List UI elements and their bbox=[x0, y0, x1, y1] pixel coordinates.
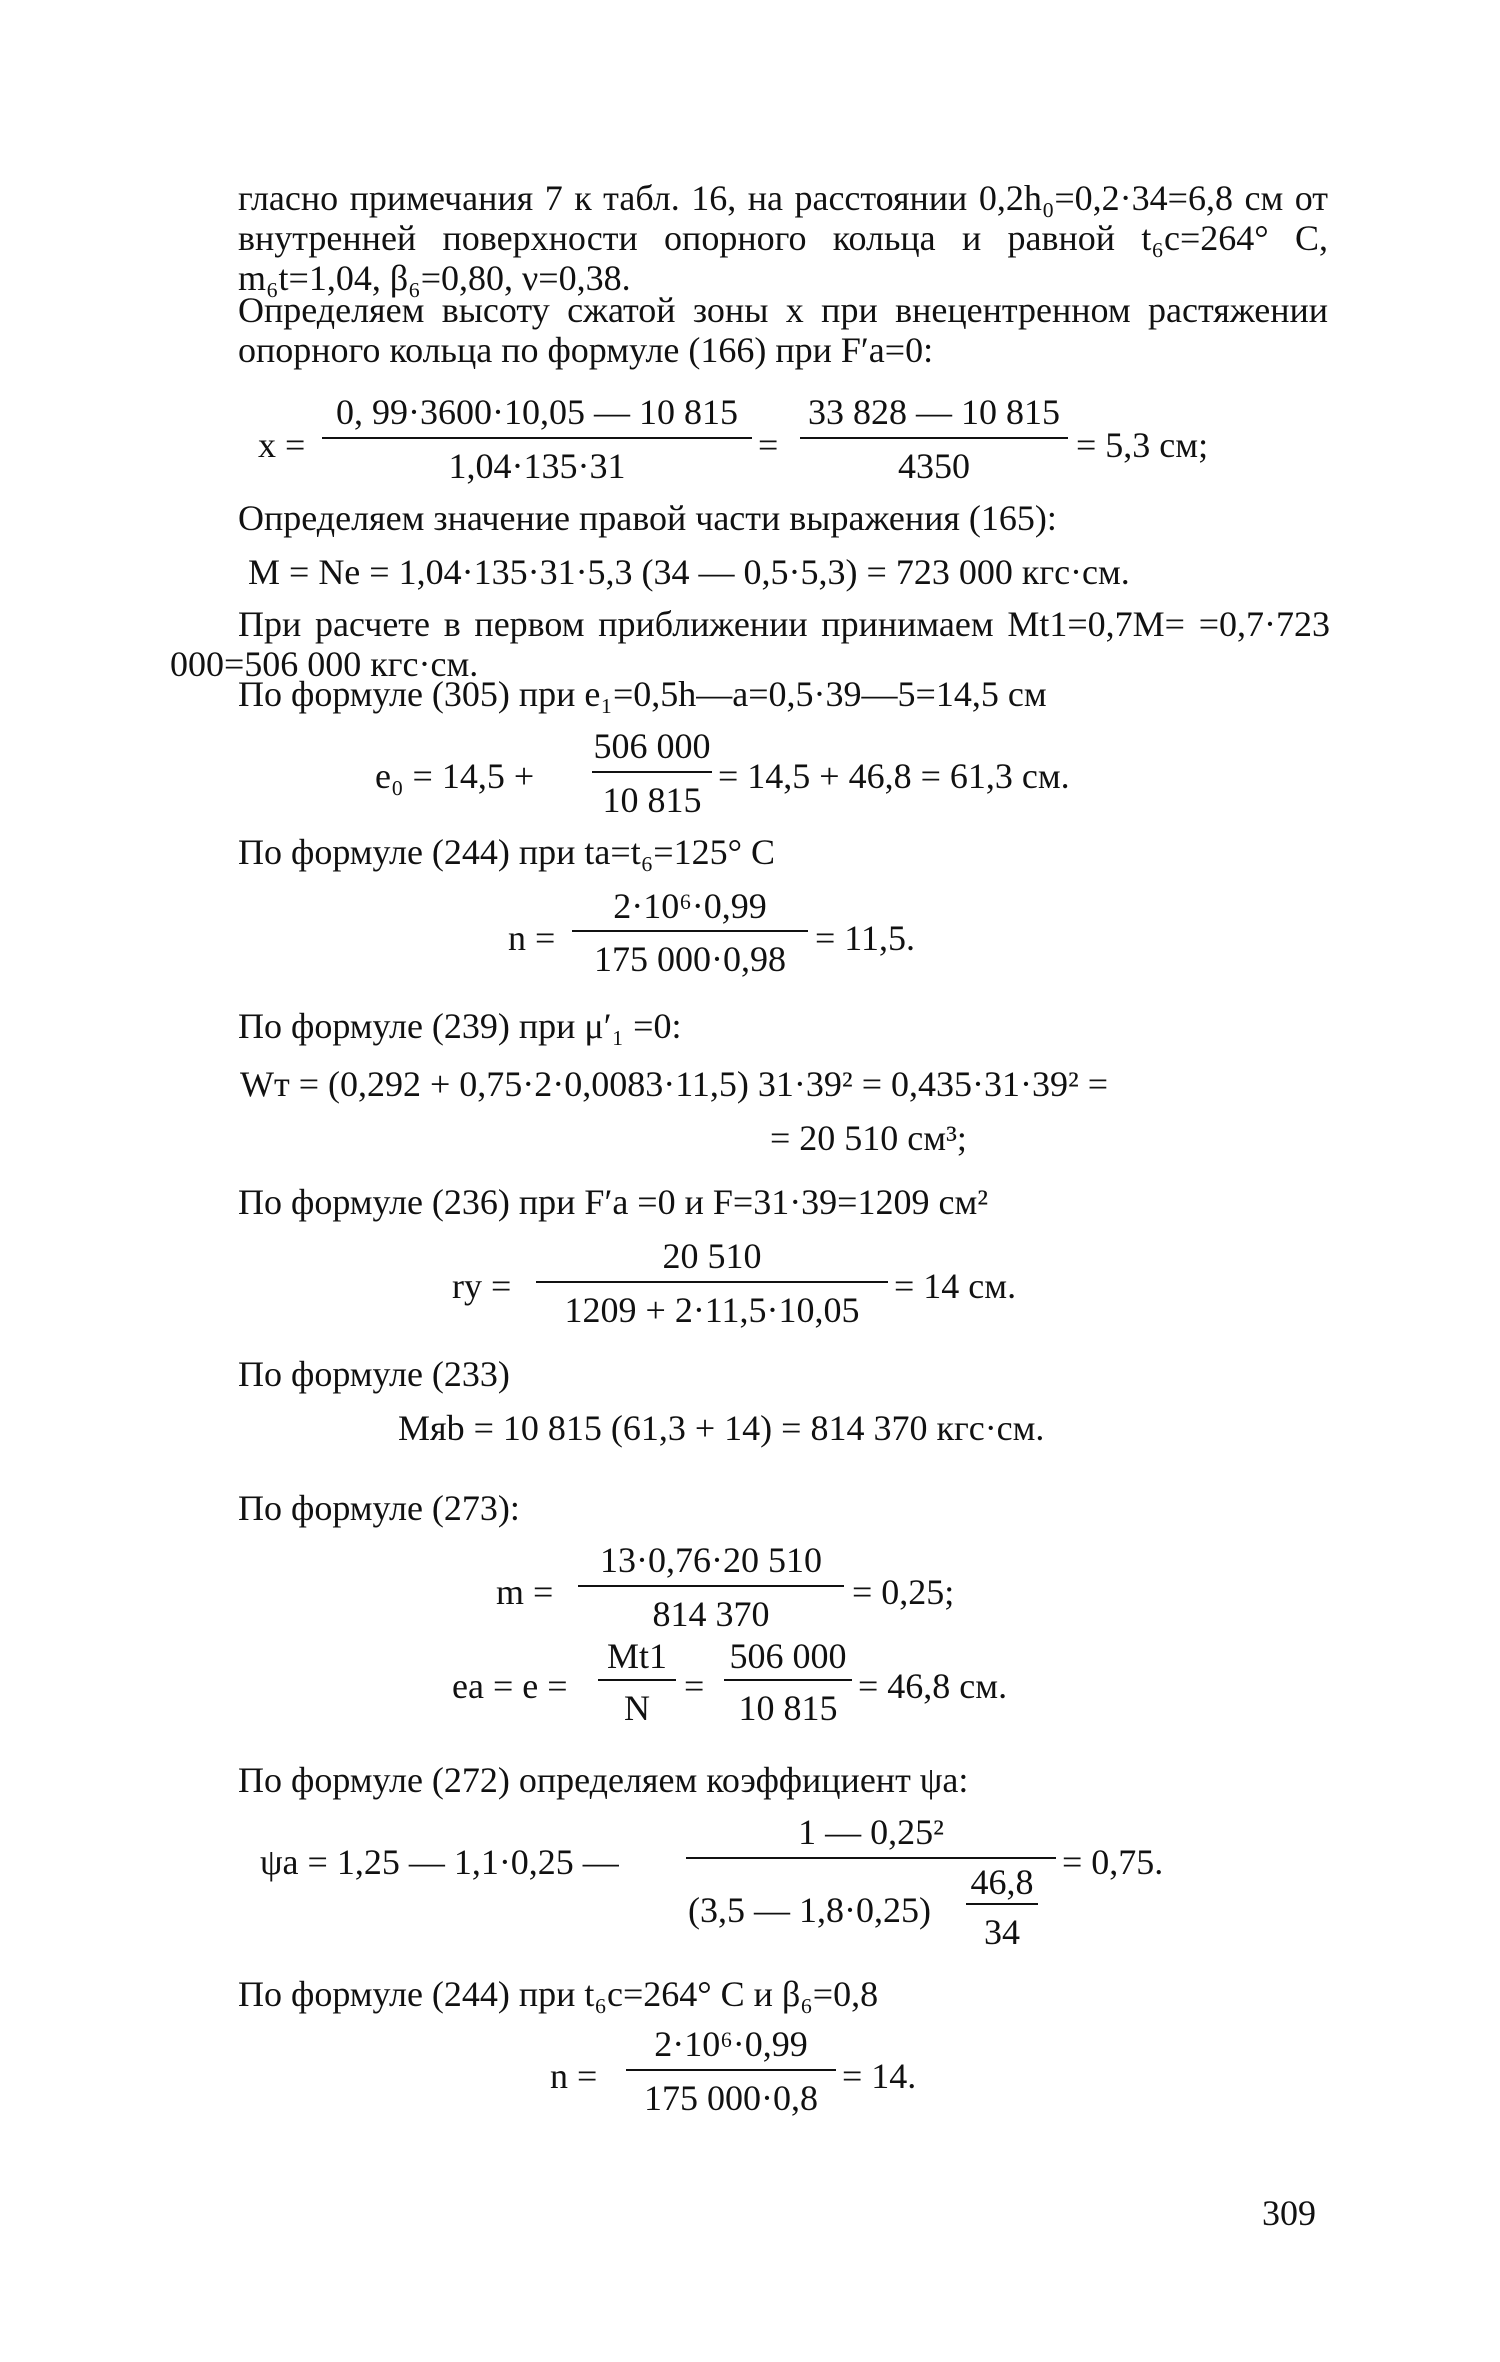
formula-x-numerator-2: 33 828 — 10 815 bbox=[808, 392, 1060, 432]
fraction-bar bbox=[686, 1857, 1056, 1859]
paragraph-8: По формуле (236) при F′a =0 и F=31·39=1209 см² bbox=[238, 1182, 989, 1222]
formula-x-denominator-1: 1,04·135·31 bbox=[448, 446, 626, 486]
paragraph-1: гласно примечания 7 к табл. 16, на расстоянии 0,2h₀=0,2·34=6,8 см от внутренней поверхности опорного кольца и равной t₆c=264° C, m₆t=1,04, β₆=0,80, ν=0,38. bbox=[238, 178, 1328, 298]
formula-e0-denominator: 10 815 bbox=[602, 780, 702, 820]
formula-ea-numerator-1: Mt1 bbox=[606, 1636, 667, 1676]
formula-e0-result: = 14,5 + 46,8 = 61,3 см. bbox=[718, 756, 1070, 796]
formula-x-equals: = bbox=[758, 425, 779, 465]
formula-m-numerator: 13·0,76·20 510 bbox=[600, 1540, 822, 1580]
formula-psi-subfraction-denominator: 34 bbox=[984, 1912, 1020, 1952]
paragraph-3: Определяем значение правой части выражения (165): bbox=[238, 498, 1057, 538]
fraction-bar bbox=[322, 437, 752, 439]
formula-ry-result: = 14 см. bbox=[894, 1266, 1017, 1306]
paragraph-11: По формуле (272) определяем коэффициент ψa: bbox=[238, 1760, 969, 1800]
paragraph-12: По формуле (244) при t₆c=264° C и β₆=0,8 bbox=[238, 1974, 879, 2014]
formula-m-denominator: 814 370 bbox=[652, 1594, 770, 1634]
formula-x-numerator-1: 0, 99·3600·10,05 — 10 815 bbox=[336, 392, 738, 432]
formula-n1-denominator: 175 000·0,98 bbox=[594, 939, 786, 979]
formula-m-result: = 0,25; bbox=[852, 1572, 955, 1612]
fraction-bar bbox=[578, 1585, 844, 1587]
page-number: 309 bbox=[1262, 2193, 1316, 2233]
fraction-bar bbox=[572, 930, 808, 932]
formula-ea-equals: = bbox=[684, 1666, 705, 1706]
paragraph-7: По формуле (239) при μ′₁ =0: bbox=[238, 1006, 682, 1046]
fraction-bar bbox=[966, 1903, 1038, 1905]
formula-e0-numerator: 506 000 bbox=[593, 726, 711, 766]
formula-m-lhs: m = bbox=[496, 1572, 554, 1612]
formula-psi-result: = 0,75. bbox=[1062, 1842, 1164, 1882]
formula-psi-denominator-left: (3,5 — 1,8·0,25) bbox=[688, 1890, 931, 1930]
formula-n2-numerator: 2·10⁶·0,99 bbox=[654, 2024, 808, 2064]
formula-x-result: = 5,3 см; bbox=[1076, 425, 1209, 465]
formula-wt: Wт = (0,292 + 0,75·2·0,0083·11,5) 31·39² = 0,435·31·39² = bbox=[240, 1064, 1109, 1104]
formula-ea-denominator-1: N bbox=[624, 1688, 650, 1728]
fraction-bar bbox=[536, 1281, 888, 1283]
fraction-bar bbox=[800, 437, 1068, 439]
fraction-bar bbox=[598, 1679, 676, 1681]
formula-n1-numerator: 2·10⁶·0,99 bbox=[613, 886, 767, 926]
formula-psi-subfraction-numerator: 46,8 bbox=[970, 1862, 1034, 1902]
formula-moment: M = Ne = 1,04·135·31·5,3 (34 — 0,5·5,3) = 723 000 кгс·см. bbox=[248, 552, 1130, 592]
formula-e0-lhs: e₀ = 14,5 + bbox=[375, 756, 535, 796]
paragraph-9: По формуле (233) bbox=[238, 1354, 510, 1394]
formula-psi-numerator: 1 — 0,25² bbox=[798, 1812, 944, 1852]
paragraph-2: Определяем высоту сжатой зоны x при внецентренном растяжении опорного кольца по формуле (166) при F′a=0: bbox=[238, 290, 1328, 370]
formula-ry-lhs: rу = bbox=[452, 1266, 512, 1306]
formula-ea-denominator-2: 10 815 bbox=[738, 1688, 838, 1728]
formula-ry-denominator: 1209 + 2·11,5·10,05 bbox=[564, 1290, 860, 1330]
fraction-bar bbox=[724, 1679, 852, 1681]
formula-n2-result: = 14. bbox=[842, 2056, 917, 2096]
fraction-bar bbox=[626, 2069, 836, 2071]
formula-n2-lhs: n = bbox=[550, 2056, 598, 2096]
formula-x-lhs: x = bbox=[258, 425, 306, 465]
formula-ea-lhs: ea = e = bbox=[452, 1666, 568, 1706]
formula-n1-result: = 11,5. bbox=[815, 918, 915, 958]
formula-ea-numerator-2: 506 000 bbox=[729, 1636, 847, 1676]
paragraph-5: По формуле (305) при e₁=0,5h—a=0,5·39—5=14,5 см bbox=[238, 674, 1047, 714]
formula-n1-lhs: n = bbox=[508, 918, 556, 958]
formula-ea-result: = 46,8 см. bbox=[858, 1666, 1008, 1706]
paragraph-4: При расчете в первом приближении принимаем Mt1=0,7M= =0,7·723 000=506 000 кгс·см. bbox=[170, 604, 1330, 684]
formula-mb: Mяb = 10 815 (61,3 + 14) = 814 370 кгс·см. bbox=[398, 1408, 1045, 1448]
fraction-bar bbox=[592, 771, 712, 773]
formula-x-denominator-2: 4350 bbox=[898, 446, 970, 486]
paragraph-6: По формуле (244) при tа=t₆=125° C bbox=[238, 832, 775, 872]
formula-ry-numerator: 20 510 bbox=[662, 1236, 762, 1276]
formula-wt-result: = 20 510 см³; bbox=[770, 1118, 967, 1158]
paragraph-10: По формуле (273): bbox=[238, 1488, 520, 1528]
formula-n2-denominator: 175 000·0,8 bbox=[644, 2078, 818, 2118]
formula-psi-lhs: ψa = 1,25 — 1,1·0,25 — bbox=[260, 1842, 619, 1882]
